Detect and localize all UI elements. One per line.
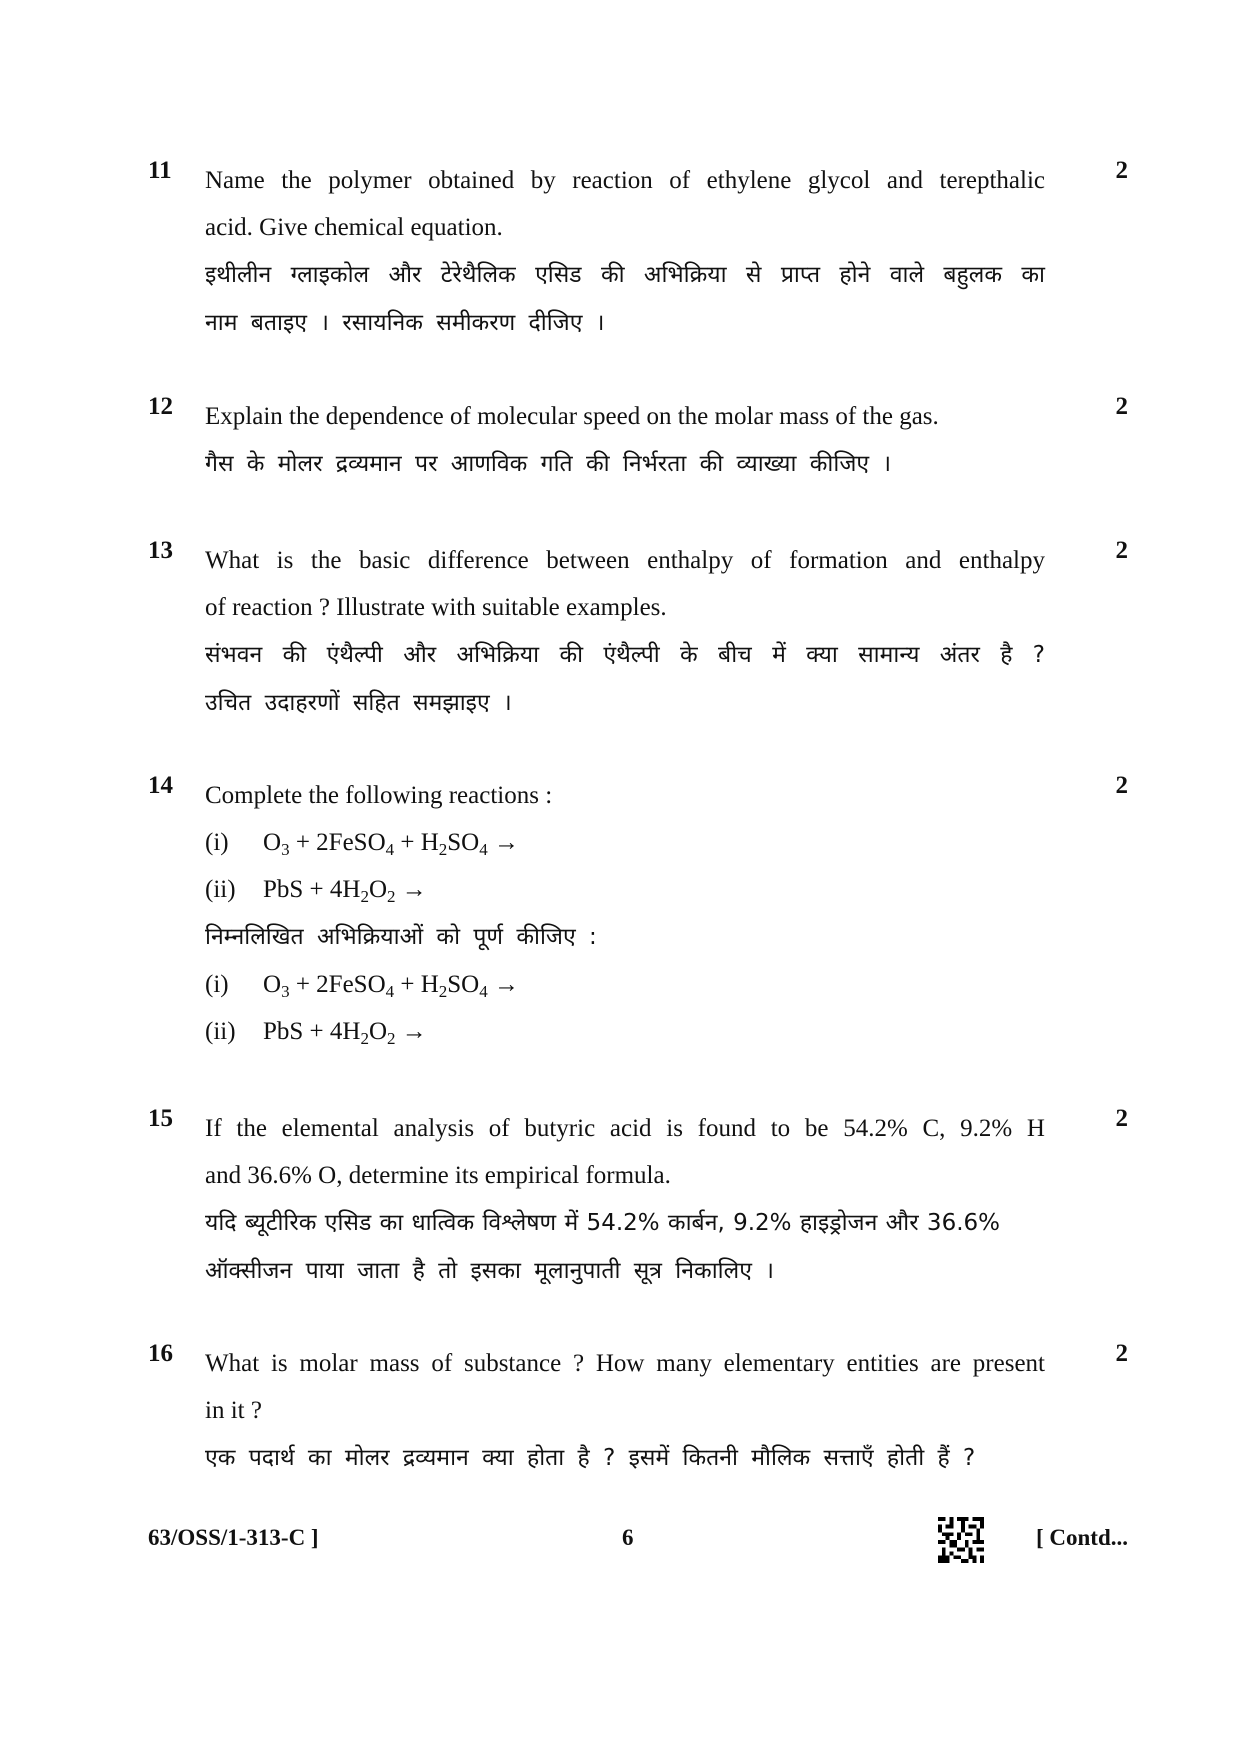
question-text-hindi: उचित उदाहरणों सहित समझाइए । [205,690,512,716]
reaction-label: (i) [205,971,229,998]
question-marks: 2 [1115,157,1128,184]
question-text-hindi: नाम बताइए । रसायनिक समीकरण दीजिए । [205,310,605,336]
question-number: 15 [148,1105,173,1132]
question-text-english: of reaction ? Illustrate with suitable examples. [205,594,667,621]
question-number: 14 [148,772,173,799]
page-footer [148,1525,1128,1575]
question-text-english: Name the polymer obtained by reaction of ethylene glycol and terepthalic [205,167,1045,194]
reaction-label: (ii) [205,1018,236,1045]
question-text-english: What is the basic difference between enthalpy of formation and enthalpy [205,547,1045,574]
question-14 [148,772,1128,1055]
question-text-english: What is molar mass of substance ? How many elementary entities are present [205,1350,1045,1377]
question-text-hindi: एक पदार्थ का मोलर द्रव्यमान क्या होता है ? इसमें कितनी मौलिक सत्ताएँ होती हैं ? [205,1445,976,1471]
question-number: 12 [148,393,173,420]
reaction-label: (i) [205,829,229,856]
question-text-hindi: गैस के मोलर द्रव्यमान पर आणविक गति की निर्भरता की व्याख्या कीजिए । [205,451,892,477]
question-text-hindi: ऑक्सीजन पाया जाता है तो इसका मूलानुपाती सूत्र निकालिए । [205,1258,774,1284]
reaction-line: (i) $O_3$ + 2FeSO$_4$ + $H_2SO_4$ → [205,961,1045,1008]
question-text-english: Complete the following reactions : [205,782,553,809]
question-text-english: in it ? [205,1397,262,1424]
page-number: 6 [622,1525,634,1550]
question-number: 11 [148,157,172,184]
reaction-line: (ii) PbS + $4H_2O_2$ → [205,866,1045,913]
reaction-label: (ii) [205,876,236,903]
question-text-hindi: निम्नलिखित अभिक्रियाओं को पूर्ण कीजिए : [205,924,597,950]
reaction-line: (i) $O_3$ + 2FeSO$_4$ + $H_2SO_4$ → [205,819,1045,866]
question-number: 13 [148,537,173,564]
reaction-line: (ii) PbS + $4H_2O_2$ → [205,1008,1045,1055]
question-text-english: acid. Give chemical equation. [205,214,503,241]
question-13 [148,537,1128,727]
question-text-hindi: संभवन की एंथैल्पी और अभिक्रिया की एंथैल्पी के बीच में क्या सामान्य अंतर है ? [205,642,1045,668]
question-15 [148,1105,1128,1295]
question-marks: 2 [1115,393,1128,420]
question-16 [148,1340,1128,1482]
question-11 [148,157,1128,347]
continued-label: [ Contd... [1035,1525,1128,1550]
question-marks: 2 [1115,1340,1128,1367]
question-12 [148,393,1128,488]
question-marks: 2 [1115,537,1128,564]
question-text-hindi: इथीलीन ग्लाइकोल और टेरेथैलिक एसिड की अभिक्रिया से प्राप्त होने वाले बहुलक का [205,262,1045,288]
question-marks: 2 [1115,772,1128,799]
question-marks: 2 [1115,1105,1128,1132]
question-text-english: If the elemental analysis of butyric acid is found to be 54.2% C, 9.2% H [205,1115,1045,1142]
question-text-english: and 36.6% O, determine its empirical formula. [205,1162,671,1189]
qr-code-icon [938,1517,984,1563]
question-text-hindi: यदि ब्यूटीरिक एसिड का धात्विक विश्लेषण में 54.2% कार्बन, 9.2% हाइड्रोजन और 36.6% [205,1210,1000,1236]
paper-code: 63/OSS/1-313-C ] [148,1525,319,1550]
question-text-english: Explain the dependence of molecular speed on the molar mass of the gas. [205,403,939,430]
question-number: 16 [148,1340,173,1367]
